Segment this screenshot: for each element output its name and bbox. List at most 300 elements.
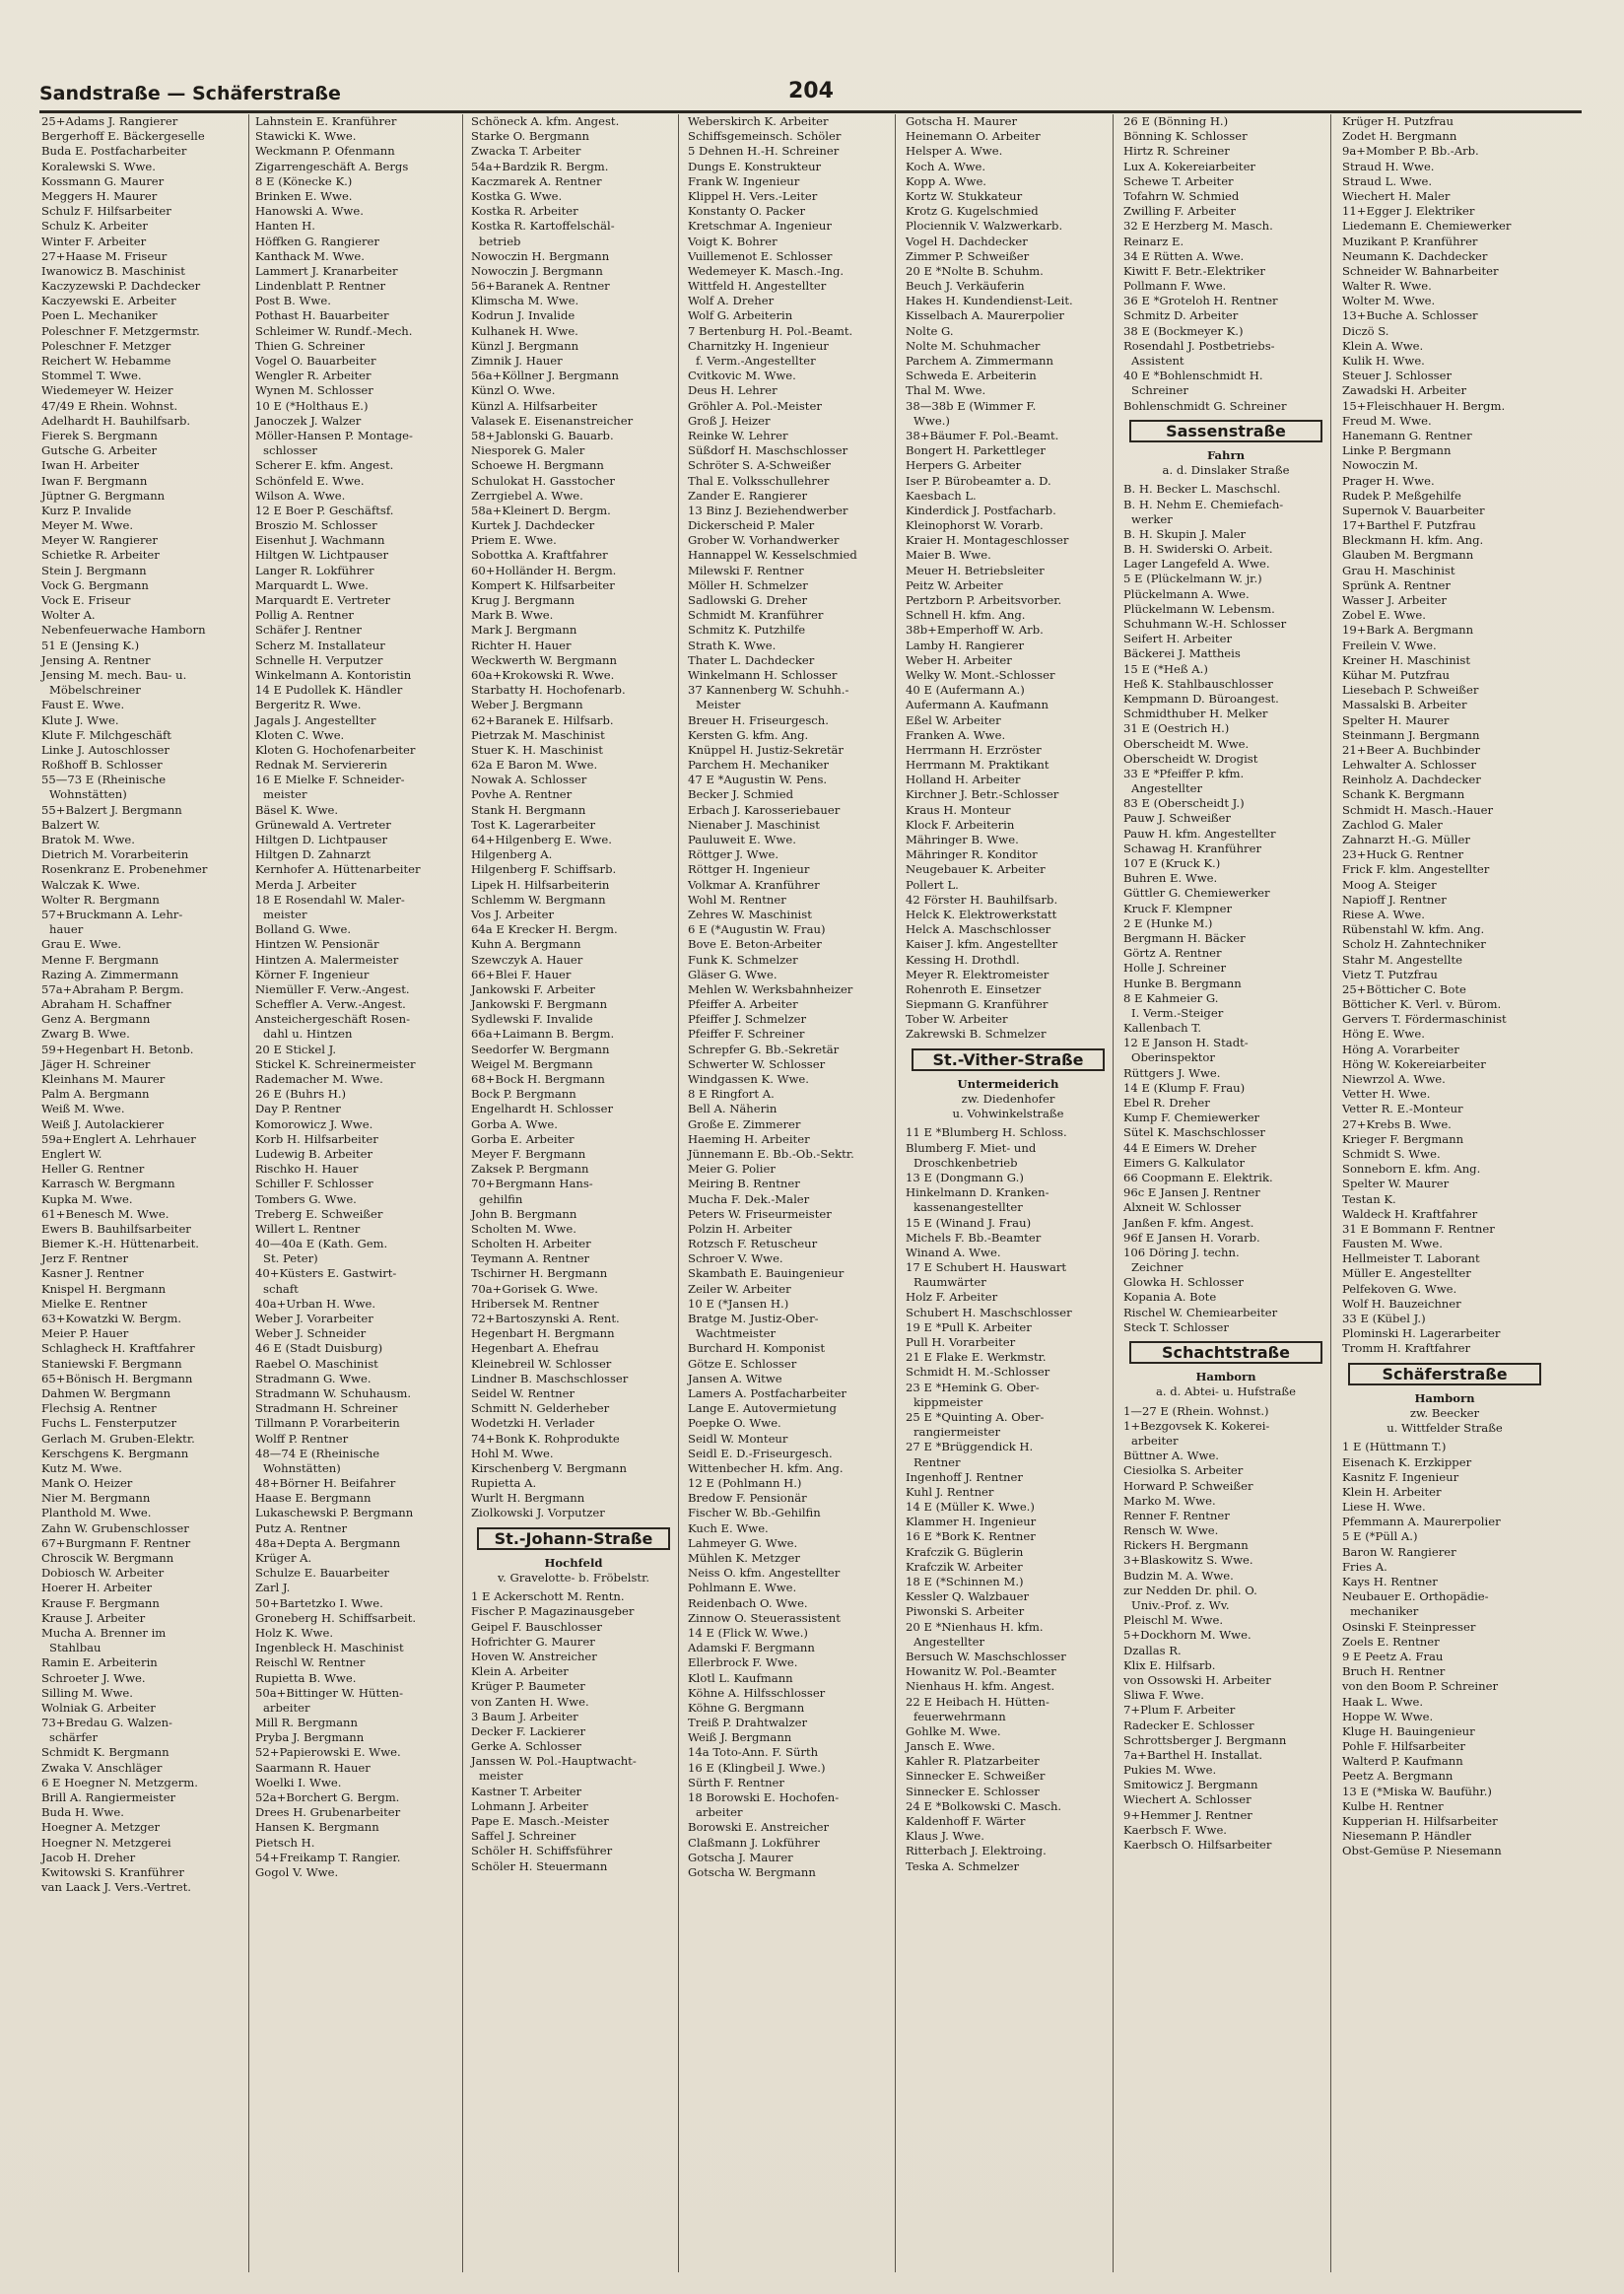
resident-entry: Wedemeyer K. Masch.-Ing.: [688, 263, 845, 278]
resident-entry: Thal E. Volksschullehrer: [688, 473, 830, 488]
resident-entry: Vock E. Friseur: [41, 593, 131, 607]
resident-entry: Zeiler W. Arbeiter: [688, 1281, 791, 1296]
resident-entry: Genz A. Bergmann: [41, 1012, 151, 1027]
resident-entry: Bredow F. Pensionär: [688, 1491, 807, 1506]
directory-columns: [39, 114, 1585, 2272]
resident-entry: Vogel O. Bauarbeiter: [255, 354, 376, 368]
resident-entry: Krug J. Bergmann: [471, 593, 575, 607]
resident-entry: Bötticher K. Verl. v. Bürom.: [1342, 997, 1502, 1012]
resident-entry: Wolf H. Bauzeichner: [1342, 1296, 1461, 1311]
resident-entry: Kopp A. Wwe.: [906, 173, 986, 188]
resident-entry: Korb H. Hilfsarbeiter: [255, 1131, 378, 1146]
resident-entry: Grau H. Maschinist: [1342, 563, 1455, 577]
resident-entry: Wolff P. Rentner: [255, 1431, 349, 1446]
resident-entry: 9 E Peetz A. Frau: [1342, 1649, 1444, 1663]
resident-entry: 20 E *Nienhaus H. kfm.: [906, 1619, 1044, 1634]
resident-entry: Hintzen W. Pensionär: [255, 937, 379, 952]
resident-entry: Planthold M. Wwe.: [41, 1506, 152, 1520]
resident-entry: Iwan F. Bergmann: [41, 473, 148, 488]
resident-entry: Bock P. Bergmann: [471, 1087, 576, 1102]
resident-entry: Jansen A. Witwe: [688, 1371, 782, 1385]
resident-entry: Pfeiffer J. Schmelzer: [688, 1012, 807, 1027]
resident-entry: Klippel H. Vers.-Leiter: [688, 188, 818, 203]
resident-entry: Jensing A. Rentner: [41, 652, 151, 667]
resident-entry: Ziolkowski J. Vorputzer: [471, 1506, 605, 1520]
resident-entry: 10 E (*Jansen H.): [688, 1296, 789, 1311]
street-name: Sassenstraße: [1129, 420, 1322, 442]
resident-entry: Mühlen K. Metzger: [688, 1551, 800, 1565]
resident-entry: Aufermann A. Kaufmann: [906, 698, 1049, 712]
resident-entry: 56+Baranek A. Rentner: [471, 279, 610, 294]
resident-entry: Bergmann H. Bäcker: [1123, 930, 1246, 945]
resident-entry: Kleinophorst W. Vorarb.: [906, 518, 1044, 533]
resident-entry: 5+Dockhorn M. Wwe.: [1123, 1628, 1252, 1643]
resident-entry: Schöneck A. kfm. Angest.: [471, 114, 620, 128]
resident-entry: Weiß J. Bergmann: [688, 1730, 792, 1745]
resident-entry: Scheffler A. Verw.-Angest.: [255, 997, 406, 1012]
resident-entry: 34 E Rütten A. Wwe.: [1123, 248, 1245, 263]
resident-entry: Zahn W. Grubenschlosser: [41, 1520, 189, 1535]
resident-entry: Nowak A. Schlosser: [471, 773, 587, 787]
resident-entry-continuation: Möbelschreiner: [49, 683, 141, 698]
resident-entry: Schmidt H. Masch.-Hauer: [1342, 802, 1494, 817]
resident-entry: Thien G. Schreiner: [255, 338, 366, 353]
resident-entry: Hofrichter G. Maurer: [471, 1634, 595, 1649]
resident-entry: 48+Börner H. Beifahrer: [255, 1476, 396, 1491]
resident-entry: Pfemmann A. Maurerpolier: [1342, 1515, 1501, 1529]
resident-entry: 13+Buche A. Schlosser: [1342, 308, 1478, 323]
street-range-note: zw. Diedenhofer: [961, 1092, 1055, 1106]
resident-entry: 27+Haase M. Friseur: [41, 248, 168, 263]
resident-entry: 57+Bruckmann A. Lehr-: [41, 907, 183, 921]
resident-entry: Plückelmann A. Wwe.: [1123, 586, 1250, 601]
resident-entry: Schnelle H. Verputzer: [255, 652, 383, 667]
resident-entry: Becker J. Schmied: [688, 787, 793, 802]
resident-entry: Pollert L.: [906, 877, 959, 892]
resident-entry: Pollmann F. Wwe.: [1123, 279, 1227, 294]
resident-entry: 66 Coopmann E. Elektrik.: [1123, 1170, 1273, 1184]
resident-entry: Schulokat H. Gasstocher: [471, 473, 615, 488]
resident-entry: Poleschner F. Metzgermstr.: [41, 323, 200, 338]
resident-entry: Kump F. Chemiewerker: [1123, 1111, 1260, 1125]
resident-entry: Steuer J. Schlosser: [1342, 369, 1453, 383]
resident-entry: 64a E Krecker H. Bergm.: [471, 922, 618, 937]
resident-entry: Iwan H. Arbeiter: [41, 458, 140, 473]
resident-entry: Piwonski S. Arbeiter: [906, 1604, 1025, 1619]
resident-entry: Waldeck H. Kraftfahrer: [1342, 1206, 1478, 1221]
resident-entry: Kessler Q. Walzbauer: [906, 1589, 1030, 1604]
resident-entry: Napioff J. Rentner: [1342, 892, 1447, 907]
resident-entry: Bergerhoff E. Bäckergeselle: [41, 129, 205, 144]
resident-entry: Neiss O. kfm. Angestellter: [688, 1566, 841, 1581]
resident-entry-continuation: meister: [263, 787, 307, 802]
resident-entry: Jünnemann E. Bb.-Ob.-Sektr.: [688, 1146, 854, 1161]
directory-column: [1340, 114, 1549, 2272]
resident-entry-continuation: kassenangestellter: [914, 1200, 1023, 1215]
resident-entry: Winter F. Arbeiter: [41, 234, 147, 248]
resident-entry: Kersten G. kfm. Ang.: [688, 727, 809, 742]
resident-entry: Brinken E. Wwe.: [255, 188, 353, 203]
resident-entry-continuation: gehilfin: [479, 1191, 523, 1206]
resident-entry: Prager H. Wwe.: [1342, 473, 1435, 488]
resident-entry: Zoels E. Rentner: [1342, 1634, 1440, 1649]
resident-entry: Roßhoff B. Schlosser: [41, 758, 163, 773]
resident-entry: 11 E *Blumberg H. Schloss.: [906, 1125, 1067, 1140]
resident-entry: Kasnitz F. Ingenieur: [1342, 1469, 1459, 1484]
resident-entry: B. H. Skupin J. Maler: [1123, 526, 1247, 541]
resident-entry: Hiltgen W. Lichtpauser: [255, 548, 389, 563]
resident-entry: 14a Toto-Ann. F. Sürth: [688, 1745, 819, 1760]
resident-entry: Schulz K. Arbeiter: [41, 219, 148, 234]
resident-entry: 22 E Heibach H. Hütten-: [906, 1694, 1049, 1709]
resident-entry: 18 E (*Schinnen M.): [906, 1575, 1024, 1588]
resident-entry: Krüger H. Putzfrau: [1342, 114, 1454, 128]
resident-entry: Zawadski H. Arbeiter: [1342, 383, 1467, 398]
resident-entry: Sütel K. Maschschlosser: [1123, 1125, 1265, 1140]
resident-entry: Buhren E. Wwe.: [1123, 871, 1218, 886]
resident-entry: 5 Dehnen H.-H. Schreiner: [688, 144, 840, 159]
resident-entry: Kuhn A. Bergmann: [471, 937, 581, 952]
resident-entry: Lindenblatt P. Rentner: [255, 279, 386, 294]
resident-entry: Moog A. Steiger: [1342, 877, 1437, 892]
resident-entry: Mark B. Wwe.: [471, 608, 554, 623]
resident-entry-continuation: arbeiter: [263, 1700, 310, 1715]
resident-entry: Wolf G. Arbeiterin: [688, 308, 793, 323]
resident-entry: Gotscha W. Bergmann: [688, 1864, 816, 1879]
resident-entry: Hoven W. Anstreicher: [471, 1649, 597, 1663]
resident-entry: B. H. Swiderski O. Arbeit.: [1123, 542, 1273, 557]
resident-entry: 40 E (Aufermann A.): [906, 683, 1025, 698]
resident-entry: 33 E *Pfeiffer P. kfm.: [1123, 766, 1245, 780]
resident-entry: Vetter R. E.-Monteur: [1342, 1102, 1463, 1116]
resident-entry: Bruch H. Rentner: [1342, 1664, 1446, 1679]
resident-entry: Wiechert A. Schlosser: [1123, 1792, 1252, 1807]
resident-entry: Künzl J. Bergmann: [471, 338, 579, 353]
resident-entry: Teymann A. Rentner: [471, 1251, 590, 1266]
resident-entry: Weiß M. Wwe.: [41, 1102, 125, 1116]
resident-entry: Zobel E. Wwe.: [1342, 608, 1426, 623]
resident-entry: Voigt K. Bohrer: [688, 234, 778, 248]
resident-entry: Priem E. Wwe.: [471, 533, 557, 548]
resident-entry: Schoewe H. Bergmann: [471, 458, 604, 473]
resident-entry: Walter R. Wwe.: [1342, 279, 1432, 294]
street-section-heading: [1129, 1341, 1322, 1400]
resident-entry: Seidl W. Monteur: [688, 1431, 788, 1446]
resident-entry: Krafczik G. Büglerin: [906, 1544, 1024, 1559]
resident-entry: Kuch E. Wwe.: [688, 1520, 769, 1535]
resident-entry: Lamers A. Postfacharbeiter: [688, 1385, 846, 1400]
resident-entry: Helck A. Maschschlosser: [906, 922, 1051, 937]
resident-entry: Chroscik W. Bergmann: [41, 1551, 174, 1565]
resident-entry: Pelfekoven G. Wwe.: [1342, 1281, 1457, 1296]
district-name: Fahrn: [1206, 447, 1246, 462]
resident-entry: Kallenbach T.: [1123, 1021, 1202, 1036]
resident-entry: Ebel R. Dreher: [1123, 1096, 1210, 1110]
resident-entry: 6 E Hoegner N. Metzgerm.: [41, 1775, 198, 1789]
resident-entry: Welky W. Mont.-Schlosser: [906, 667, 1055, 682]
resident-entry: Nowoczin J. Bergmann: [471, 263, 603, 278]
resident-entry: 38+Bäumer F. Pol.-Beamt.: [906, 428, 1059, 442]
resident-entry-continuation: meister: [479, 1769, 523, 1784]
resident-entry: Heß K. Stahlbauschlosser: [1123, 676, 1273, 691]
resident-entry: Niesemann P. Händler: [1342, 1829, 1471, 1844]
resident-entry: 42 Förster H. Bauhilfsarb.: [906, 892, 1058, 907]
resident-entry: 40+Küsters E. Gastwirt-: [255, 1266, 397, 1281]
resident-entry: 72+Bartoszynski A. Rent.: [471, 1312, 620, 1325]
resident-entry: Kloten G. Hochofenarbeiter: [255, 742, 416, 757]
resident-entry: Weckmann P. Ofenmann: [255, 144, 395, 159]
resident-entry: Kopania A. Bote: [1123, 1290, 1217, 1305]
resident-entry-continuation: St. Peter): [263, 1251, 318, 1266]
resident-entry: Sydlewski F. Invalide: [471, 1012, 593, 1027]
resident-entry: Schawag H. Kranführer: [1123, 841, 1261, 855]
resident-entry: Kleinhans M. Maurer: [41, 1072, 166, 1086]
resident-entry: Meggers H. Maurer: [41, 188, 158, 203]
resident-entry: Polzin H. Arbeiter: [688, 1221, 792, 1236]
resident-entry-continuation: Zeichner: [1131, 1260, 1184, 1275]
resident-entry-continuation: Assistent: [1131, 354, 1184, 368]
resident-entry: Schubert H. Maschschlosser: [906, 1305, 1072, 1319]
resident-entry: Franken A. Wwe.: [906, 727, 1006, 742]
street-section-heading: [912, 1048, 1105, 1122]
resident-entry: 62a E Baron M. Wwe.: [471, 758, 598, 773]
resident-entry: Müller E. Angestellter: [1342, 1266, 1471, 1281]
resident-entry: Mank O. Heizer: [41, 1476, 133, 1491]
resident-entry: 7a+Barthel H. Installat.: [1123, 1747, 1263, 1762]
resident-entry: Kostka R. Arbeiter: [471, 204, 578, 219]
resident-entry: Glowka H. Schlosser: [1123, 1275, 1244, 1290]
resident-entry: Stradmann W. Schuhausm.: [255, 1385, 412, 1400]
resident-entry: Pauw J. Schweißer: [1123, 811, 1231, 826]
resident-entry-continuation: I. Verm.-Steiger: [1131, 1005, 1224, 1020]
resident-entry: Eßel W. Arbeiter: [906, 712, 1001, 727]
resident-entry: Kerschgens K. Bergmann: [41, 1446, 189, 1460]
resident-entry-continuation: Droschkenbetrieb: [914, 1155, 1018, 1170]
resident-entry: Radecker E. Schlosser: [1123, 1718, 1254, 1732]
resident-entry: Schmidthuber H. Melker: [1123, 707, 1268, 721]
resident-entry: Kulhanek H. Wwe.: [471, 323, 578, 338]
resident-entry: 48—74 E (Rheinische: [255, 1446, 380, 1460]
resident-entry: John B. Bergmann: [471, 1206, 577, 1221]
resident-entry: Schulze E. Bauarbeiter: [255, 1566, 389, 1581]
resident-entry: 25+Bötticher C. Bote: [1342, 981, 1466, 996]
resident-entry: Reichert W. Hebamme: [41, 354, 171, 368]
resident-entry: Kossmann G. Maurer: [41, 173, 165, 188]
resident-entry: Menne F. Bergmann: [41, 952, 160, 967]
resident-entry: 7 Bertenburg H. Pol.-Beamt.: [688, 323, 853, 338]
resident-entry: Pull H. Vorarbeiter: [906, 1335, 1016, 1349]
resident-entry: Schrepfer G. Bb.-Sekretär: [688, 1042, 840, 1056]
resident-entry: Meyer R. Elektromeister: [906, 967, 1049, 981]
resident-entry: Tromm H. Kraftfahrer: [1342, 1341, 1471, 1356]
resident-entry: Seifert H. Arbeiter: [1123, 632, 1232, 646]
resident-entry: 83 E (Oberscheidt J.): [1123, 796, 1245, 811]
resident-entry: Kloten C. Wwe.: [255, 727, 345, 742]
resident-entry: Treberg E. Schweißer: [255, 1206, 383, 1221]
resident-entry: Zerrgiebel A. Wwe.: [471, 488, 583, 503]
resident-entry: 23 E *Hemink G. Ober-: [906, 1380, 1040, 1394]
resident-entry-continuation: schärfer: [49, 1730, 99, 1745]
resident-entry: Wohl M. Rentner: [688, 892, 786, 907]
resident-entry: 46 E (Stadt Duisburg): [255, 1341, 383, 1356]
resident-entry: Fischer P. Magazinausgeber: [471, 1604, 635, 1619]
resident-entry: Zaksek P. Bergmann: [471, 1162, 589, 1177]
resident-entry: Ewers B. Bauhilfsarbeiter: [41, 1221, 191, 1236]
resident-entry: Meier G. Polier: [688, 1162, 776, 1177]
resident-entry: Rednak M. Serviererin: [255, 758, 387, 773]
resident-entry: Parchem A. Zimmermann: [906, 354, 1053, 368]
resident-entry: Plückelmann W. Lebensm.: [1123, 601, 1275, 616]
resident-entry: Stuer K. H. Maschinist: [471, 742, 603, 757]
resident-entry: 13 E (Dongmann G.): [906, 1170, 1024, 1184]
resident-entry: Nienaber J. Maschinist: [688, 817, 820, 832]
resident-entry: Rischko H. Hauer: [255, 1162, 359, 1177]
resident-entry: Teska A. Schmelzer: [906, 1858, 1019, 1873]
resident-entry: Dickerscheid P. Maler: [688, 518, 815, 533]
resident-entry: 5 E (Plückelmann W. jr.): [1123, 572, 1262, 586]
resident-entry: Buda H. Wwe.: [41, 1805, 124, 1820]
resident-entry: 15+Fleischhauer H. Bergm.: [1342, 398, 1506, 413]
resident-entry: Weiß J. Autolackierer: [41, 1116, 165, 1131]
resident-entry: Klein A. Wwe.: [1342, 338, 1424, 353]
resident-entry: Meyer M. Wwe.: [41, 518, 133, 533]
resident-entry: Helsper A. Wwe.: [906, 144, 1003, 159]
resident-entry: Kretschmar A. Ingenieur: [688, 219, 832, 234]
resident-entry: Gerke A. Schlosser: [471, 1739, 581, 1754]
resident-entry: Mill R. Bergmann: [255, 1716, 358, 1730]
resident-entry: Klock F. Arbeiterin: [906, 817, 1015, 832]
resident-entry: Zwaka V. Anschläger: [41, 1760, 163, 1775]
resident-entry: Pohle F. Hilfsarbeiter: [1342, 1739, 1465, 1754]
resident-entry-continuation: Oberinspektor: [1131, 1050, 1215, 1065]
resident-entry: 52a+Borchert G. Bergm.: [255, 1790, 400, 1804]
resident-entry-continuation: Wwe.): [914, 413, 950, 428]
resident-entry: Rupietta A.: [471, 1476, 537, 1491]
resident-entry: 64+Hilgenberg E. Wwe.: [471, 833, 612, 846]
resident-entry: Iwanowicz B. Maschinist: [41, 263, 185, 278]
resident-entry: Schroeter J. Wwe.: [41, 1670, 146, 1685]
resident-entry: Mehlen W. Werksbahnheizer: [688, 981, 853, 996]
resident-entry: Schneider W. Bahnarbeiter: [1342, 263, 1499, 278]
resident-entry: Razing A. Zimmermann: [41, 967, 179, 981]
resident-entry: Pauw H. kfm. Angestellter: [1123, 826, 1276, 841]
resident-entry: Windgassen K. Wwe.: [688, 1072, 809, 1086]
resident-entry: Schöler H. Schiffsführer: [471, 1844, 613, 1858]
resident-entry: Marquardt E. Vertreter: [255, 593, 391, 607]
resident-entry: Kaiser J. kfm. Angestellter: [906, 937, 1058, 952]
resident-entry: Meiring B. Rentner: [688, 1177, 800, 1191]
resident-entry: Gorba E. Arbeiter: [471, 1131, 575, 1146]
resident-entry: Meuer H. Betriebsleiter: [906, 563, 1045, 577]
resident-entry: Schank K. Bergmann: [1342, 787, 1465, 802]
resident-entry: Hiltgen D. Lichtpauser: [255, 833, 388, 846]
resident-entry: Obst-Gemüse P. Niesemann: [1342, 1844, 1502, 1858]
resident-entry: 73+Bredau G. Walzen-: [41, 1716, 172, 1730]
resident-entry: Schulz F. Hilfsarbeiter: [41, 204, 171, 219]
resident-entry: Neugebauer K. Arbeiter: [906, 862, 1046, 877]
resident-entry: Howanitz W. Pol.-Beamter: [906, 1664, 1056, 1679]
resident-entry: Charnitzky H. Ingenieur: [688, 338, 829, 353]
resident-entry: Kostka G. Wwe.: [471, 188, 563, 203]
resident-entry: Weberskirch K. Arbeiter: [688, 114, 829, 128]
resident-entry: Willert L. Rentner: [255, 1221, 361, 1236]
resident-entry: Fries A.: [1342, 1559, 1387, 1574]
resident-entry: Zwacka T. Arbeiter: [471, 144, 581, 159]
resident-entry: Rensch W. Wwe.: [1123, 1523, 1219, 1538]
directory-column: [253, 114, 463, 2272]
resident-entry-continuation: schlosser: [263, 443, 317, 458]
resident-entry: Sadlowski G. Dreher: [688, 593, 808, 607]
resident-entry: Kleinebreil W. Schlosser: [471, 1356, 612, 1371]
resident-entry: 17 E Schubert H. Hauswart: [906, 1260, 1067, 1275]
resident-entry: 38 E (Bockmeyer K.): [1123, 323, 1244, 338]
street-range-note: a. d. Abtei- u. Hufstraße: [1155, 1384, 1297, 1399]
resident-entry: Poepke O. Wwe.: [688, 1416, 781, 1431]
resident-entry: Tschirner H. Bergmann: [471, 1266, 608, 1281]
resident-entry: Wolf A. Dreher: [688, 294, 775, 308]
resident-entry: 59+Hegenbart H. Betonb.: [41, 1042, 194, 1056]
resident-entry: Hoegner N. Metzgerei: [41, 1835, 171, 1850]
resident-entry: Seedorfer W. Bergmann: [471, 1042, 610, 1056]
resident-entry: Saarmann R. Hauer: [255, 1760, 371, 1775]
resident-entry: Muzikant P. Kranführer: [1342, 234, 1478, 248]
resident-entry: Zwilling F. Arbeiter: [1123, 204, 1236, 219]
resident-entry: Schweda E. Arbeiterin: [906, 369, 1037, 383]
resident-entry: 58a+Kleinert D. Bergm.: [471, 503, 611, 517]
resident-entry-continuation: dahl u. Hintzen: [263, 1027, 353, 1042]
resident-entry: Post B. Wwe.: [255, 294, 331, 308]
resident-entry: Scherer E. kfm. Angest.: [255, 458, 394, 473]
resident-entry: Schleimer W. Rundf.-Mech.: [255, 323, 413, 338]
resident-entry: Kreiner H. Maschinist: [1342, 652, 1470, 667]
resident-entry: Heinemann O. Arbeiter: [906, 129, 1041, 144]
resident-entry: 40—40a E (Kath. Gem.: [255, 1237, 388, 1251]
resident-entry: Kwitowski S. Kranführer: [41, 1864, 184, 1879]
resident-entry: Bohlenschmidt G. Schreiner: [1123, 398, 1287, 413]
resident-entry: Beuch J. Verkäuferin: [906, 279, 1025, 294]
resident-entry: Kaczmarek A. Rentner: [471, 173, 602, 188]
resident-entry: Zahnarzt H.-G. Müller: [1342, 833, 1470, 846]
resident-entry: Schewe T. Arbeiter: [1123, 173, 1234, 188]
resident-entry: 31 E Bommann F. Rentner: [1342, 1221, 1495, 1236]
resident-entry: Rübenstahl W. kfm. Ang.: [1342, 922, 1485, 937]
street-section-heading: [477, 1527, 670, 1586]
resident-entry: Stradmann H. Schreiner: [255, 1401, 398, 1416]
resident-entry: Spelter H. Maurer: [1342, 712, 1450, 727]
resident-entry: Seidl E. D.-Friseurgesch.: [688, 1446, 833, 1460]
resident-entry: Szewczyk A. Hauer: [471, 952, 583, 967]
resident-entry: Michels F. Bb.-Beamter: [906, 1230, 1042, 1245]
resident-entry: Silling M. Wwe.: [41, 1685, 133, 1700]
resident-entry: Neumann K. Dachdecker: [1342, 248, 1488, 263]
resident-entry-continuation: Angestellter: [914, 1634, 985, 1649]
resident-entry: Höng W. Kokereiarbeiter: [1342, 1056, 1486, 1071]
resident-entry: Weber J. Vorarbeiter: [255, 1312, 373, 1325]
resident-entry: Röttger H. Ingenieur: [688, 862, 810, 877]
resident-entry: Riese A. Wwe.: [1342, 907, 1425, 921]
resident-entry: Abraham H. Schaffner: [41, 997, 171, 1012]
resident-entry: von Ossowski H. Arbeiter: [1123, 1672, 1271, 1687]
resident-entry: Nolte G.: [906, 323, 954, 338]
resident-entry: 16 E *Bork K. Rentner: [906, 1529, 1036, 1544]
resident-entry: Lager Langefeld A. Wwe.: [1123, 557, 1270, 572]
resident-entry: 19 E *Pull K. Arbeiter: [906, 1319, 1032, 1334]
resident-entry: Hohl M. Wwe.: [471, 1446, 554, 1460]
resident-entry: Frank W. Ingenieur: [688, 173, 800, 188]
resident-entry: Rohenroth E. Einsetzer: [906, 981, 1042, 996]
resident-entry: Zwarg B. Wwe.: [41, 1027, 130, 1042]
resident-entry: 23+Huck G. Rentner: [1342, 847, 1464, 862]
